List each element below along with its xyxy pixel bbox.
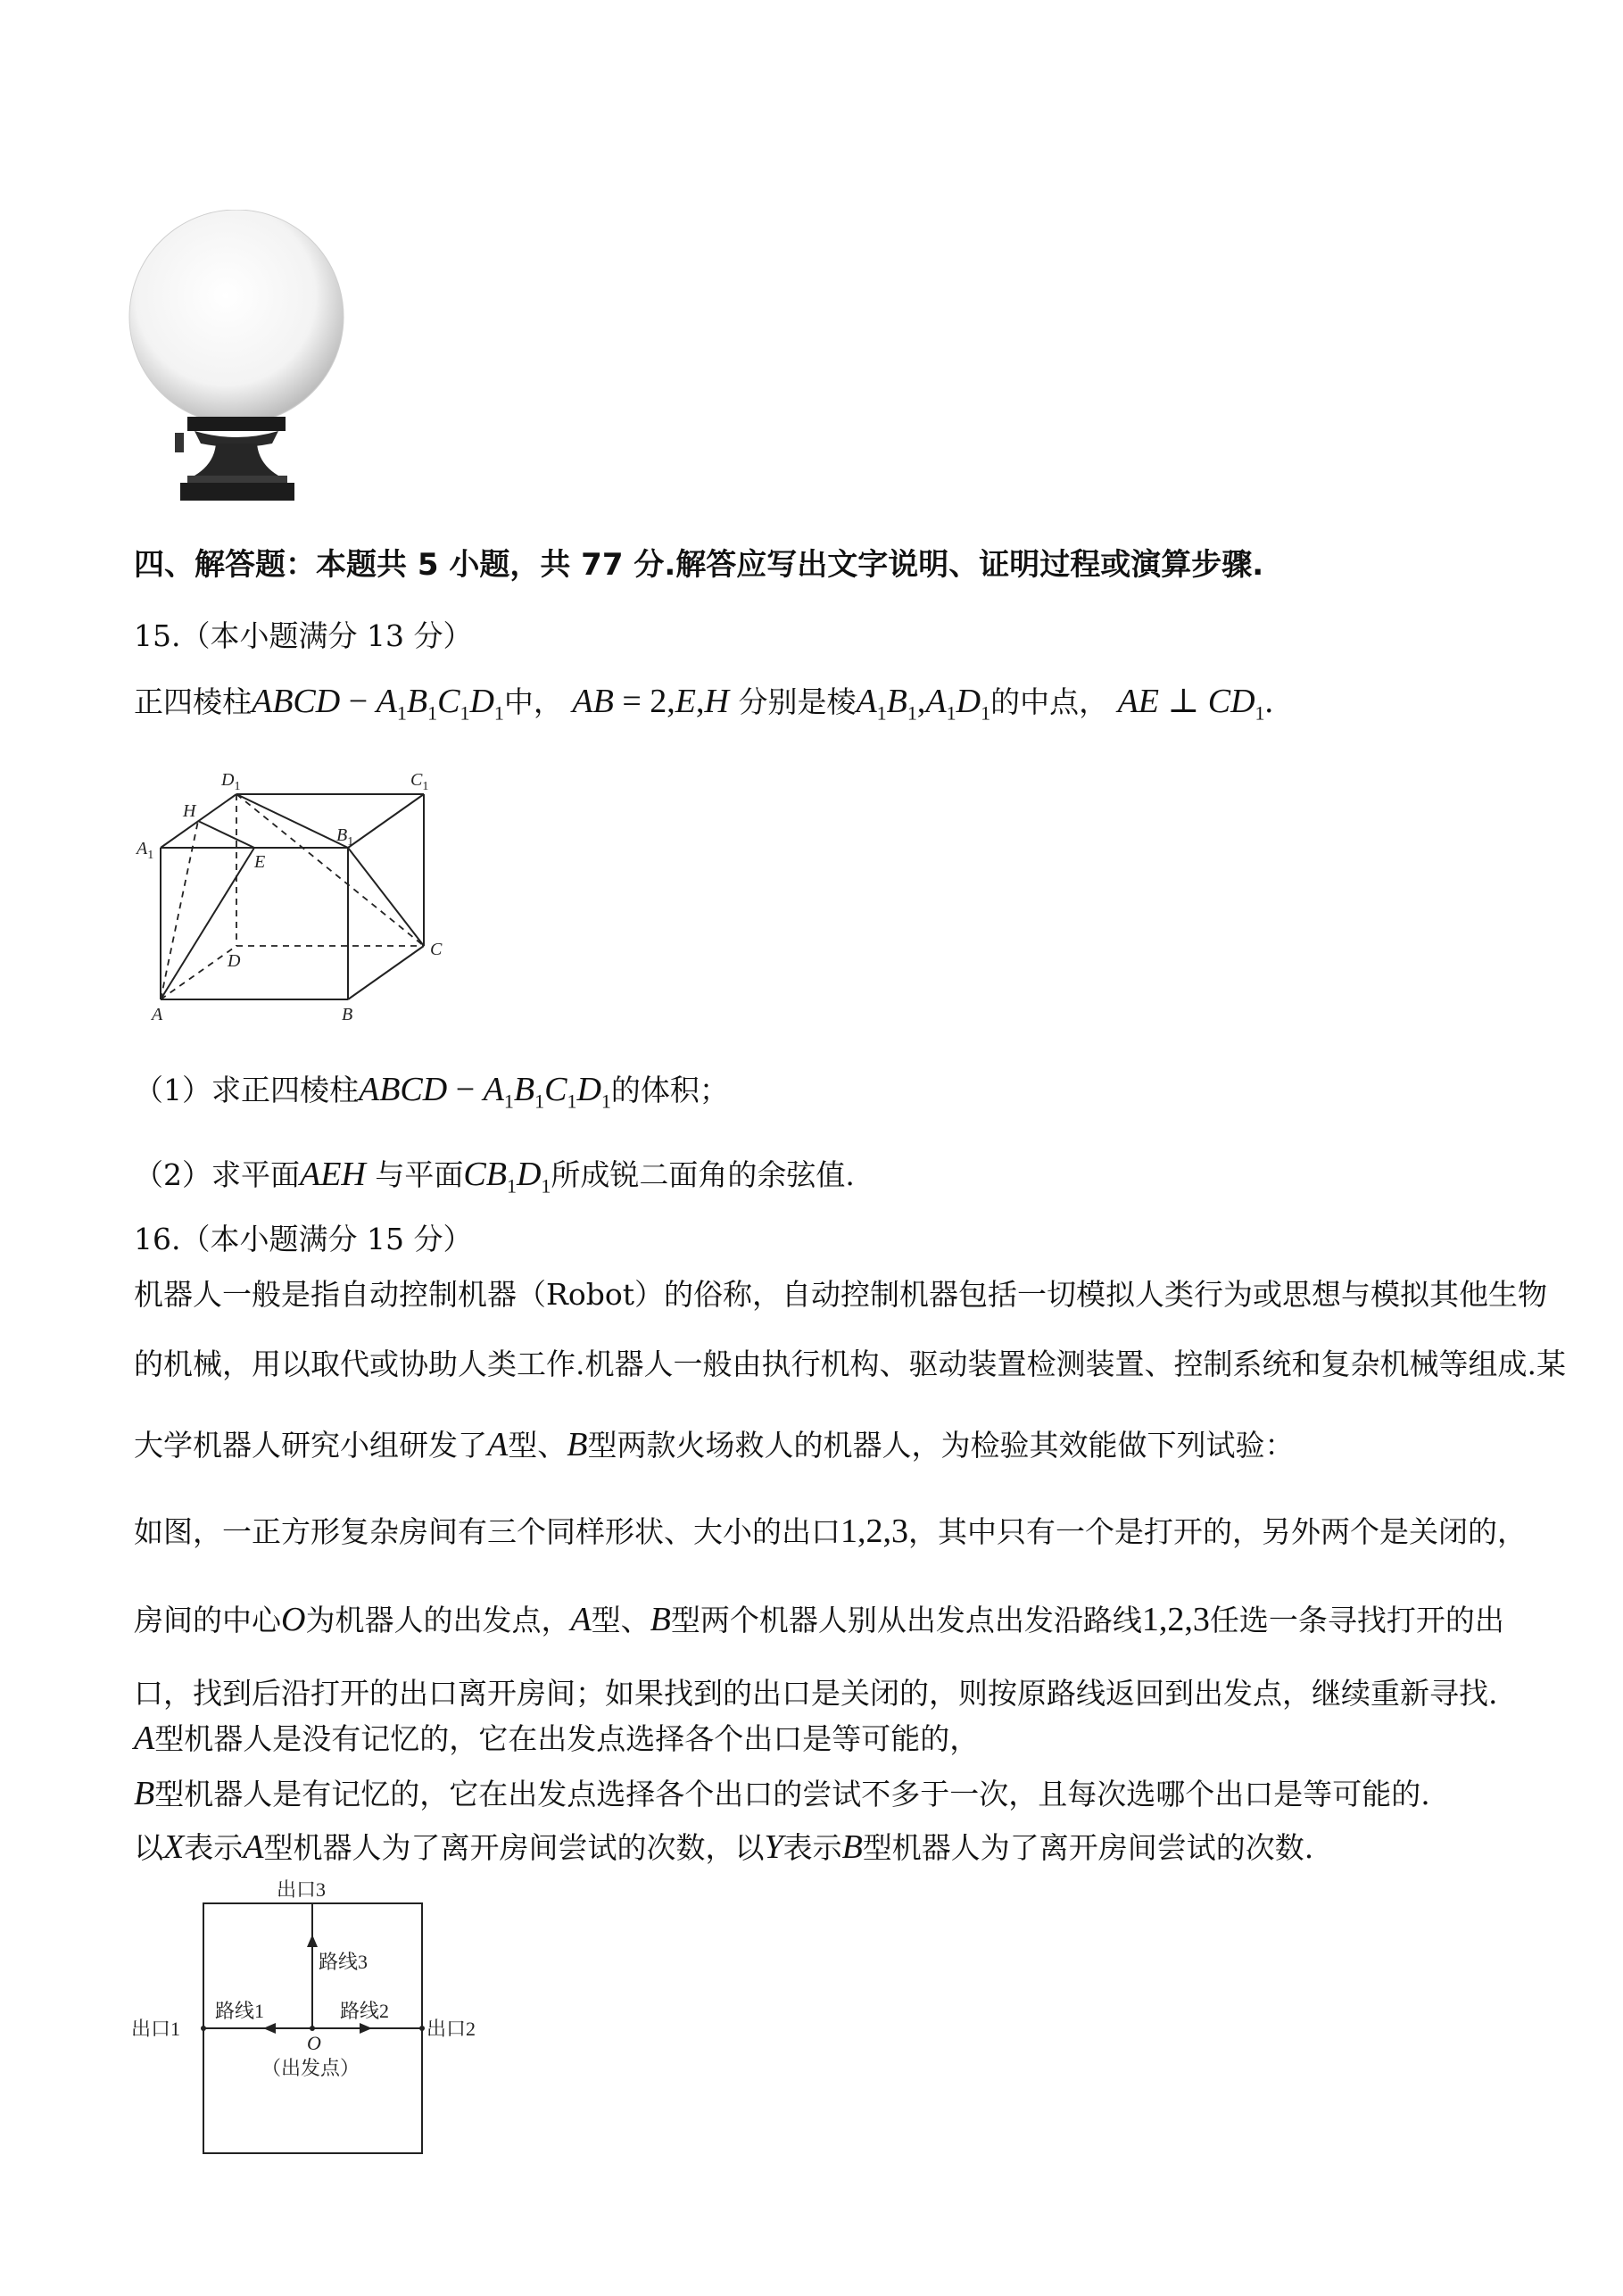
q16-para-6: 口，找到后沿打开的出口离开房间；如果找到的出口是关闭的，则按原路线返回到出发点，继续重新寻找. — [134, 1676, 1498, 1711]
svg-text:出口2: 出口2 — [426, 2018, 476, 2040]
q16-para-4: 如图，一正方形复杂房间有三个同样形状、大小的出口1,2,3，其中只有一个是打开的，另外两个是关闭的， — [134, 1513, 1527, 1550]
svg-text:C1: $C_1$ — [410, 770, 429, 793]
svg-text:A1: $A_1$ — [137, 839, 154, 862]
svg-text:D: D — [228, 951, 241, 971]
svg-text:B: B — [342, 1005, 353, 1024]
svg-text:H: H — [183, 801, 196, 821]
q16-para-7: A型机器人是没有记忆的，它在出发点选择各个出口是等可能的， — [134, 1720, 980, 1757]
svg-text:出口3: 出口3 — [277, 1878, 327, 1901]
svg-text:C: C — [430, 940, 443, 959]
q16-para-1: 机器人一般是指自动控制机器（Robot）的俗称，自动控制机器包括一切模拟人类行为或思想与模拟其他生物 — [134, 1277, 1547, 1312]
q16-para-5: 房间的中心O为机器人的出发点，A型、B型两个机器人别从出发点出发沿路线1,2,3任选一条寻找打开的出 — [134, 1601, 1504, 1638]
svg-text:（出发点）: （出发点） — [261, 2057, 360, 2079]
svg-text:B1: $B_1$ — [336, 825, 354, 849]
q15-stem: 正四棱柱ABCD − $A_1B_1C_1D_1$中， AB = 2,E,H 分别是棱$A_1B_1,A_1D_1$的中点， AE ⊥ $CD_1$. — [134, 683, 1274, 725]
q16-para-8: B型机器人是有记忆的，它在出发点选择各个出口的尝试不多于一次，且每次选哪个出口是等可能的. — [134, 1775, 1430, 1812]
room-figure — [129, 1872, 504, 2167]
section-heading: 四、解答题：本题共 5 小题，共 77 分.解答应写出文字说明、证明过程或演算步骤. — [134, 547, 1264, 583]
q15-sub2: （2）求平面AEH 与平面$CB_1D_1$所成锐二面角的余弦值. — [134, 1156, 855, 1198]
svg-text:出口1: 出口1 — [131, 2018, 181, 2040]
q15-header: 15.（本小题满分 13 分） — [134, 618, 473, 653]
svg-text:D1: $D_1$ — [221, 770, 241, 793]
q16-para-2: 的机械，用以取代或协助人类工作.机器人一般由执行机构、驱动装置检测装置、控制系统和复杂机械等组成.某 — [134, 1347, 1566, 1381]
q15-sub1: （1）求正四棱柱ABCD − $A_1B_1C_1D_1$的体积； — [134, 1071, 729, 1113]
svg-text:路线3: 路线3 — [319, 1951, 368, 1973]
svg-text:路线2: 路线2 — [340, 2000, 390, 2022]
q16-para-3: 大学机器人研究小组研发了A型、B型两款火场救人的机器人，为检验其效能做下列试验： — [134, 1426, 1295, 1463]
svg-text:E: E — [254, 852, 266, 872]
prism-figure — [129, 758, 504, 1031]
svg-text:O: O — [307, 2032, 321, 2054]
q16-header: 16.（本小题满分 15 分） — [134, 1222, 473, 1256]
svg-text:路线1: 路线1 — [215, 2000, 265, 2022]
svg-text:A: A — [152, 1005, 163, 1024]
q16-para-9: 以X表示A型机器人为了离开房间尝试的次数，以Y表示B型机器人为了离开房间尝试的次数. — [134, 1828, 1314, 1866]
lamp-image — [125, 210, 357, 504]
